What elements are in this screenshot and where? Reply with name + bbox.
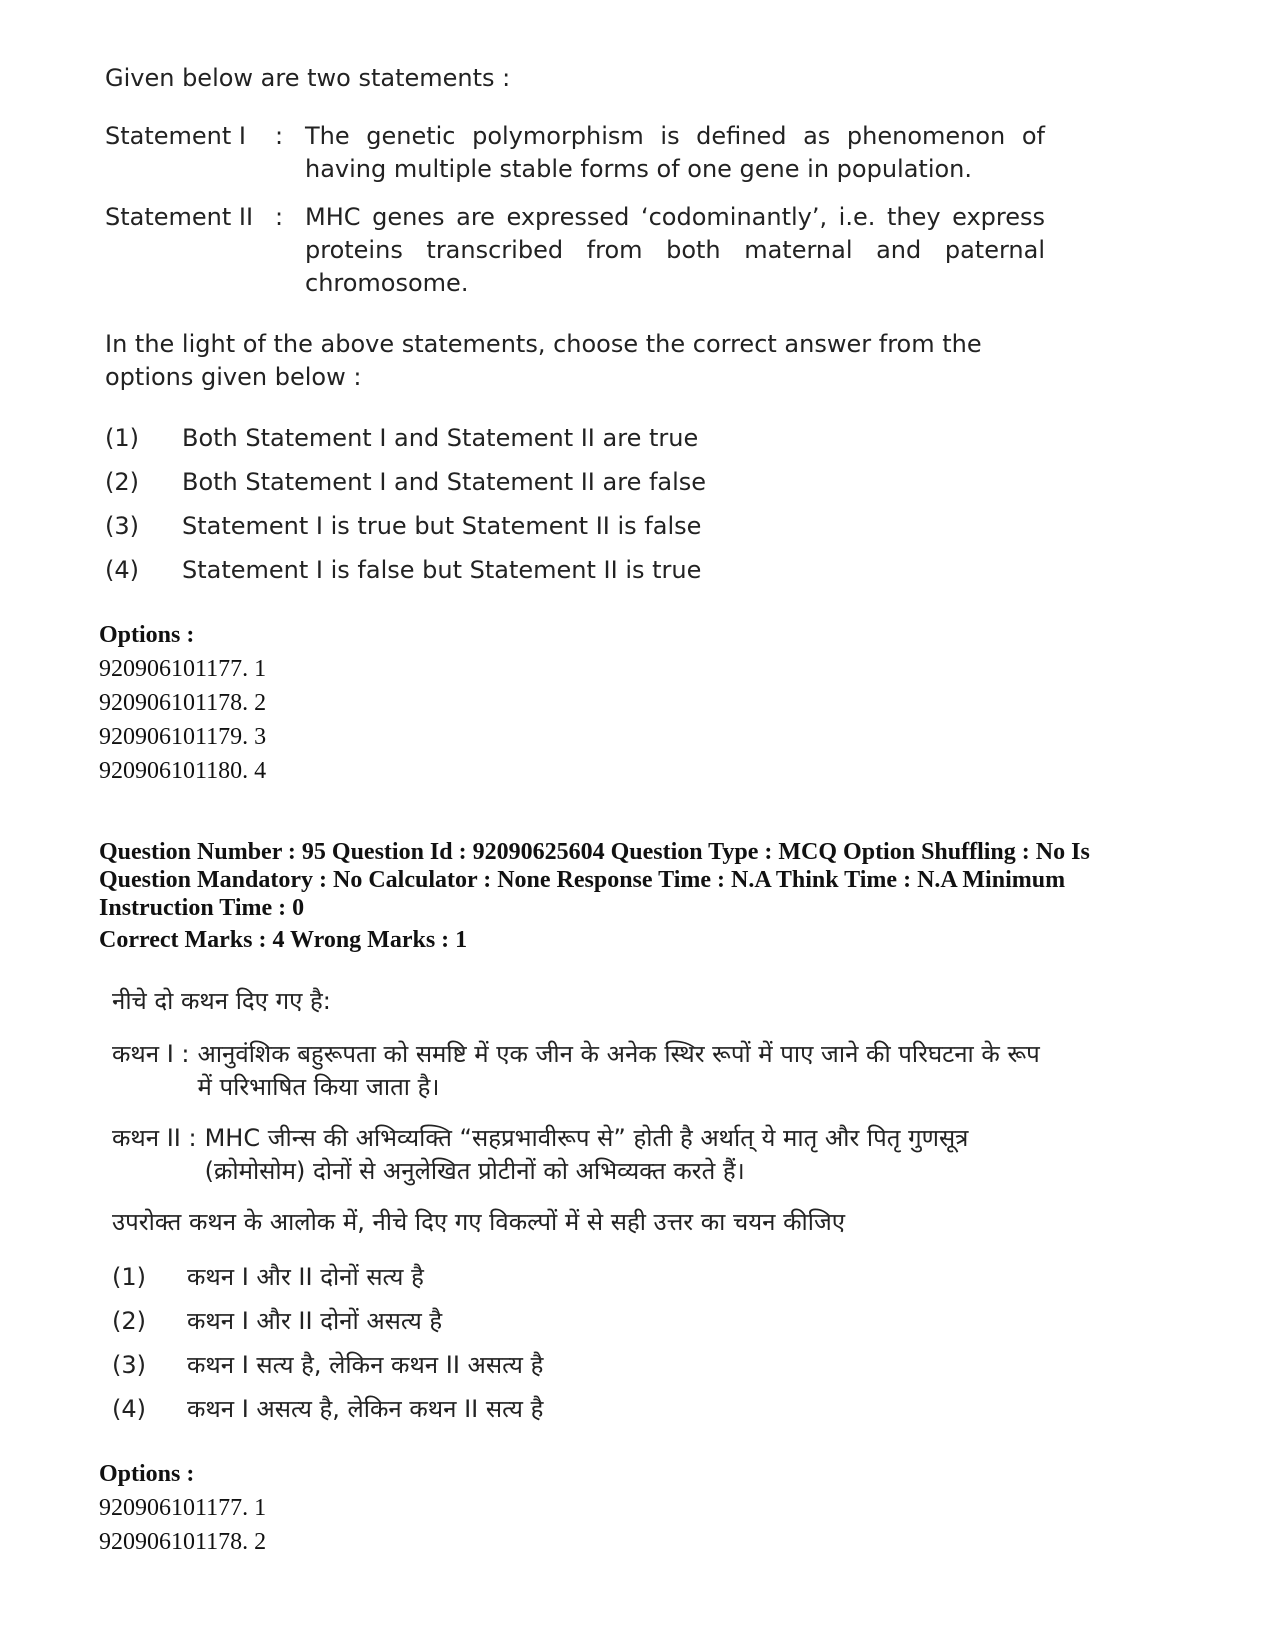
marks-info: Correct Marks : 4 Wrong Marks : 1 (99, 927, 468, 953)
question-prompt: In the light of the above statements, choose the correct answer from the options given below : (105, 330, 982, 391)
answer-option-3 (105, 510, 1045, 554)
statement-2 (112, 1122, 1047, 1188)
option-number: (2) (105, 468, 139, 496)
question-metadata: Question Number : 95 Question Id : 92090625604 Question Type : MCQ Option Shuffling : No Is Question Mandatory : No Calculator : None Response Time : N.A Think Time : N.A Minimum Instruction Time : 0 (99, 839, 1090, 921)
option-id: 920906101179. 3 (99, 724, 267, 750)
statement-label: Statement II (105, 203, 254, 231)
options-list-2 (99, 1457, 266, 1559)
option-number: (3) (112, 1351, 146, 1379)
option-text: कथन I और II दोनों सत्य है (187, 1263, 424, 1291)
option-number: (3) (105, 512, 139, 540)
statement-text: The genetic polymorphism is defined as phenomenon of having multiple stable forms of one gene in population. (305, 122, 1045, 183)
statement-text: MHC जीन्स की अभिव्यक्ति “सहप्रभावीरूप से” होती है अर्थात् ये मातृ और पितृ गुणसूत्र (क्रोमोसोम) दोनों से अनुलेखित प्रोटीनों को अभिव्यक्त करते हैं। (204, 1124, 969, 1185)
options-heading: Options : (99, 1461, 195, 1487)
statement-colon: : (275, 203, 284, 231)
answer-option-1 (105, 422, 1045, 466)
option-number: (1) (112, 1263, 146, 1291)
answer-option-4 (112, 1393, 1047, 1437)
option-number: (1) (105, 424, 139, 452)
question-intro: Given below are two statements : (105, 64, 511, 92)
option-id: 920906101180. 4 (99, 758, 267, 784)
option-text: Both Statement I and Statement II are true (182, 424, 699, 452)
option-id: 920906101177. 1 (99, 656, 267, 682)
option-text: कथन I और II दोनों असत्य है (187, 1307, 443, 1335)
question-prompt: उपरोक्त कथन के आलोक में, नीचे दिए गए विकल्पों में से सही उत्तर का चयन कीजिए (112, 1208, 846, 1236)
option-number: (4) (112, 1395, 146, 1423)
option-text: कथन I सत्य है, लेकिन कथन II असत्य है (187, 1351, 544, 1379)
answer-option-2 (112, 1305, 1047, 1349)
statement-label: कथन II : (112, 1124, 197, 1152)
option-number: (2) (112, 1307, 146, 1335)
statement-text: आनुवंशिक बहुरूपता को समष्टि में एक जीन के अनेक स्थिर रूपों में पाए जाने की परिघटना के रूप में परिभाषित किया जाता है। (197, 1040, 1040, 1101)
statement-colon: : (275, 122, 284, 150)
option-text: Statement I is true but Statement II is false (182, 512, 702, 540)
english-question (105, 62, 1045, 598)
option-text: Statement I is false but Statement II is true (182, 556, 702, 584)
answer-option-3 (112, 1349, 1047, 1393)
option-text: Both Statement I and Statement II are false (182, 468, 707, 496)
answer-option-4 (105, 554, 1045, 598)
question-intro: नीचे दो कथन दिए गए है: (112, 987, 331, 1015)
statement-label: Statement I (105, 122, 246, 150)
statement-1 (112, 1038, 1047, 1104)
answer-option-2 (105, 466, 1045, 510)
statement-text: MHC genes are expressed ‘codominantly’, i.e. they express proteins transcribed from both maternal and paternal chromosome. (305, 203, 1045, 297)
option-id: 920906101178. 2 (99, 690, 267, 716)
option-id: 920906101178. 2 (99, 1529, 267, 1555)
answer-option-1 (112, 1261, 1047, 1305)
option-id: 920906101177. 1 (99, 1495, 267, 1521)
statement-1 (105, 120, 1045, 186)
statement-label: कथन I : (112, 1040, 190, 1068)
options-list-1 (99, 618, 266, 788)
options-heading: Options : (99, 622, 195, 648)
hindi-question (112, 985, 1047, 1437)
option-number: (4) (105, 556, 139, 584)
option-text: कथन I असत्य है, लेकिन कथन II सत्य है (187, 1395, 544, 1423)
statement-2 (105, 201, 1045, 300)
